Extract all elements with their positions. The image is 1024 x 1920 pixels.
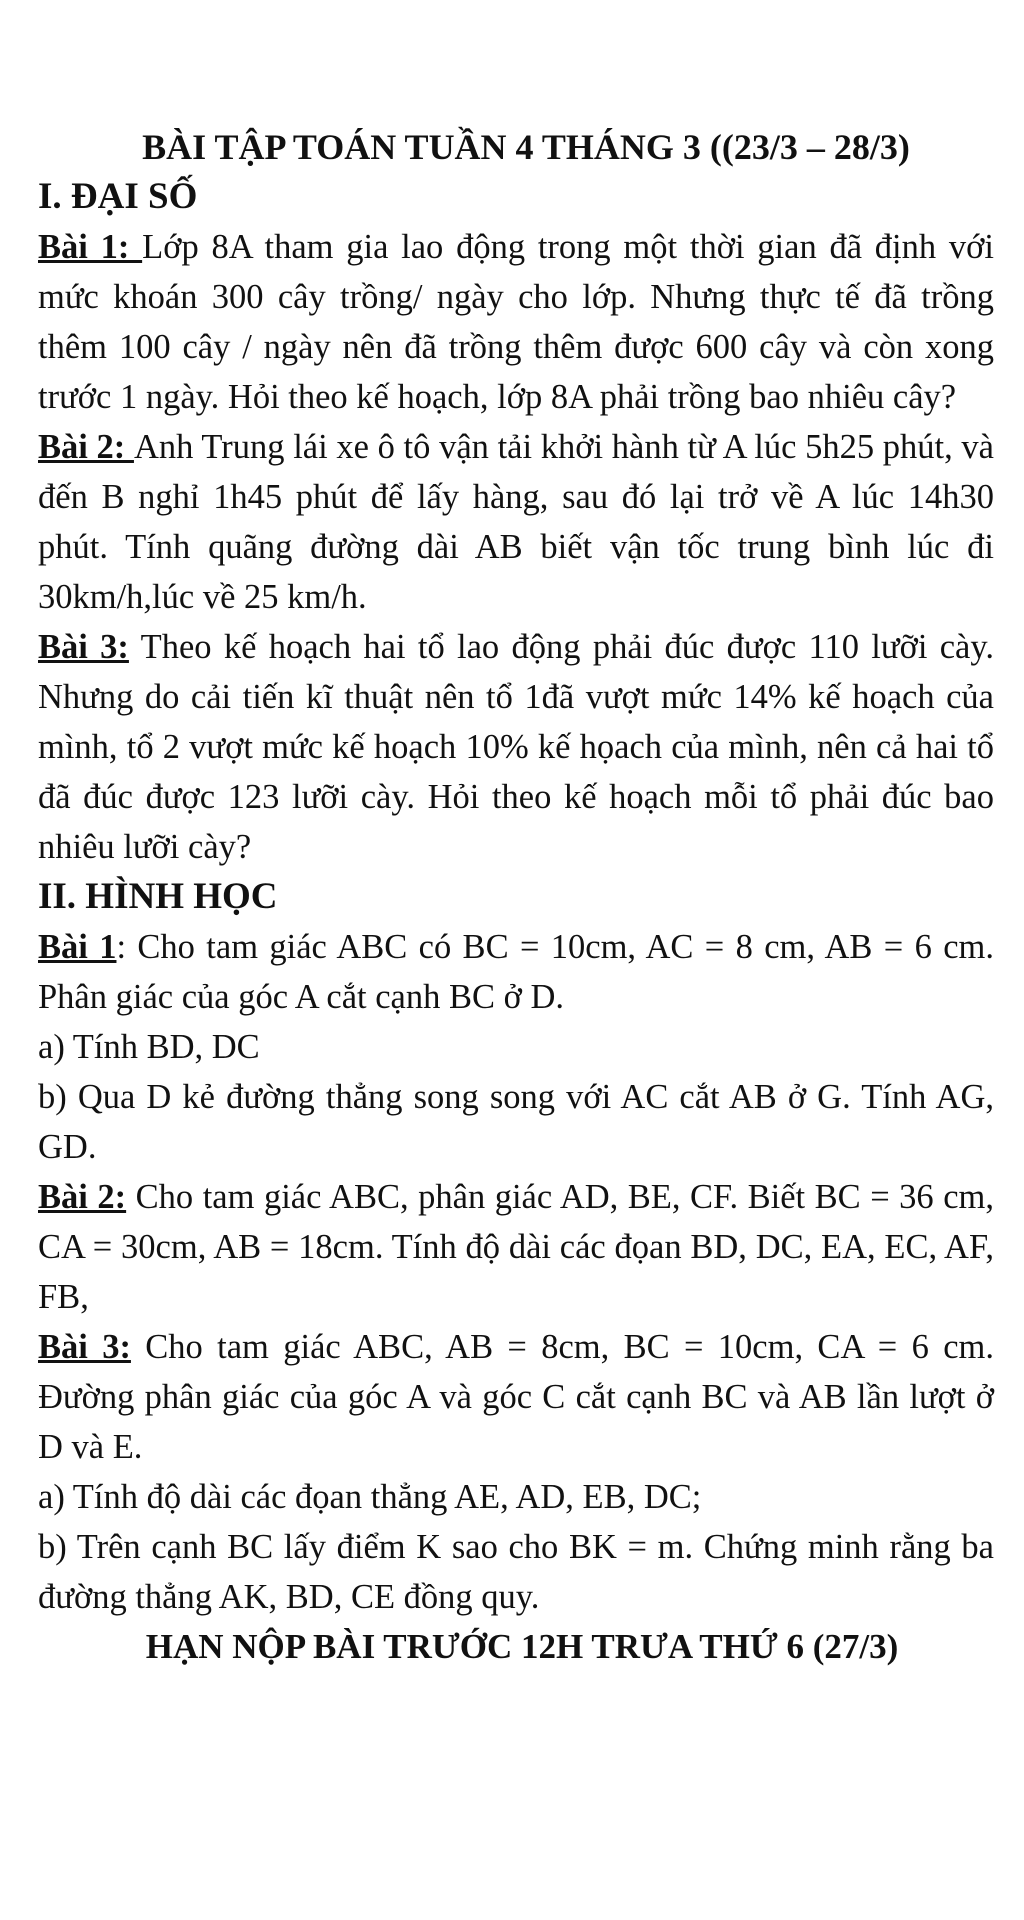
algebra-problem-2 bbox=[38, 422, 994, 622]
geometry-problem-3-part-a: a) Tính độ dài các đọan thẳng AE, AD, EB, DC; bbox=[38, 1478, 702, 1516]
section-heading-algebra: I. ĐẠI SỐ bbox=[38, 176, 198, 217]
problem-text: Cho tam giác ABC, phân giác AD, BE, CF. Biết BC = 36 cm, CA = 30cm, AB = 18cm. Tính độ dài các đọan BD, DC, EA, EC, AF, FB, bbox=[38, 1178, 994, 1316]
problem-label: Bài 1: bbox=[38, 228, 143, 266]
geometry-problem-1 bbox=[38, 922, 994, 1022]
algebra-problem-1 bbox=[38, 222, 994, 422]
algebra-problem-3 bbox=[38, 622, 994, 872]
section-heading-geometry: II. HÌNH HỌC bbox=[38, 876, 278, 917]
problem-label: Bài 2: bbox=[38, 1178, 127, 1216]
geometry-problem-1-part-b: b) Qua D kẻ đường thẳng song song với AC cắt AB ở G. Tính AG, GD. bbox=[38, 1078, 994, 1166]
problem-label: Bài 3: bbox=[38, 1328, 131, 1366]
problem-label: Bài 3: bbox=[38, 628, 129, 666]
geometry-problem-3 bbox=[38, 1322, 994, 1472]
geometry-problem-3-part-b: b) Trên cạnh BC lấy điểm K sao cho BK = m. Chứng minh rằng ba đường thẳng AK, BD, CE đồng quy. bbox=[38, 1528, 994, 1616]
problem-label: Bài 2: bbox=[38, 428, 134, 466]
problem-text: Cho tam giác ABC, AB = 8cm, BC = 10cm, CA = 6 cm. Đường phân giác của góc A và góc C cắt cạnh BC và AB lần lượt ở D và E. bbox=[38, 1328, 994, 1466]
geometry-problem-1-part-a: a) Tính BD, DC bbox=[38, 1028, 260, 1066]
problem-text: Anh Trung lái xe ô tô vận tải khởi hành từ A lúc 5h25 phút, và đến B nghỉ 1h45 phút để lấy hàng, sau đó lại trở về A lúc 14h30 phút. Tính quãng đường dài AB biết vận tốc trung bình lúc đi 30km/h,lúc về 25 km/h. bbox=[38, 428, 994, 616]
problem-text: Theo kế hoạch hai tổ lao động phải đúc được 110 lưỡi cày. Nhưng do cải tiến kĩ thuật nên tổ 1đã vượt mức 14% kế hoạch của mình, tổ 2 vượt mức kế hoạch 10% kế họach của mình, nên cả hai tổ đã đúc được 123 lưỡi cày. Hỏi theo kế hoạch mỗi tổ phải đúc bao nhiêu lưỡi cày? bbox=[38, 628, 994, 866]
submission-deadline: HẠN NỘP BÀI TRƯỚC 12H TRƯA THỨ 6 (27/3) bbox=[145, 1627, 899, 1666]
geometry-problem-2 bbox=[38, 1172, 994, 1322]
problem-label: Bài 1 bbox=[38, 928, 117, 966]
problem-text: Lớp 8A tham gia lao động trong một thời gian đã định với mức khoán 300 cây trồng/ ngày cho lớp. Nhưng thực tế đã trồng thêm 100 cây / ngày nên đã trồng thêm được 600 cây và còn xong trước 1 ngày. Hỏi theo kế hoạch, lớp 8A phải trồng bao nhiêu cây? bbox=[38, 228, 994, 416]
problem-text: : Cho tam giác ABC có BC = 10cm, AC = 8 cm, AB = 6 cm. Phân giác của góc A cắt cạnh BC ở D. bbox=[38, 928, 994, 1016]
document-title: BÀI TẬP TOÁN TUẦN 4 THÁNG 3 ((23/3 – 28/3) bbox=[142, 127, 910, 167]
